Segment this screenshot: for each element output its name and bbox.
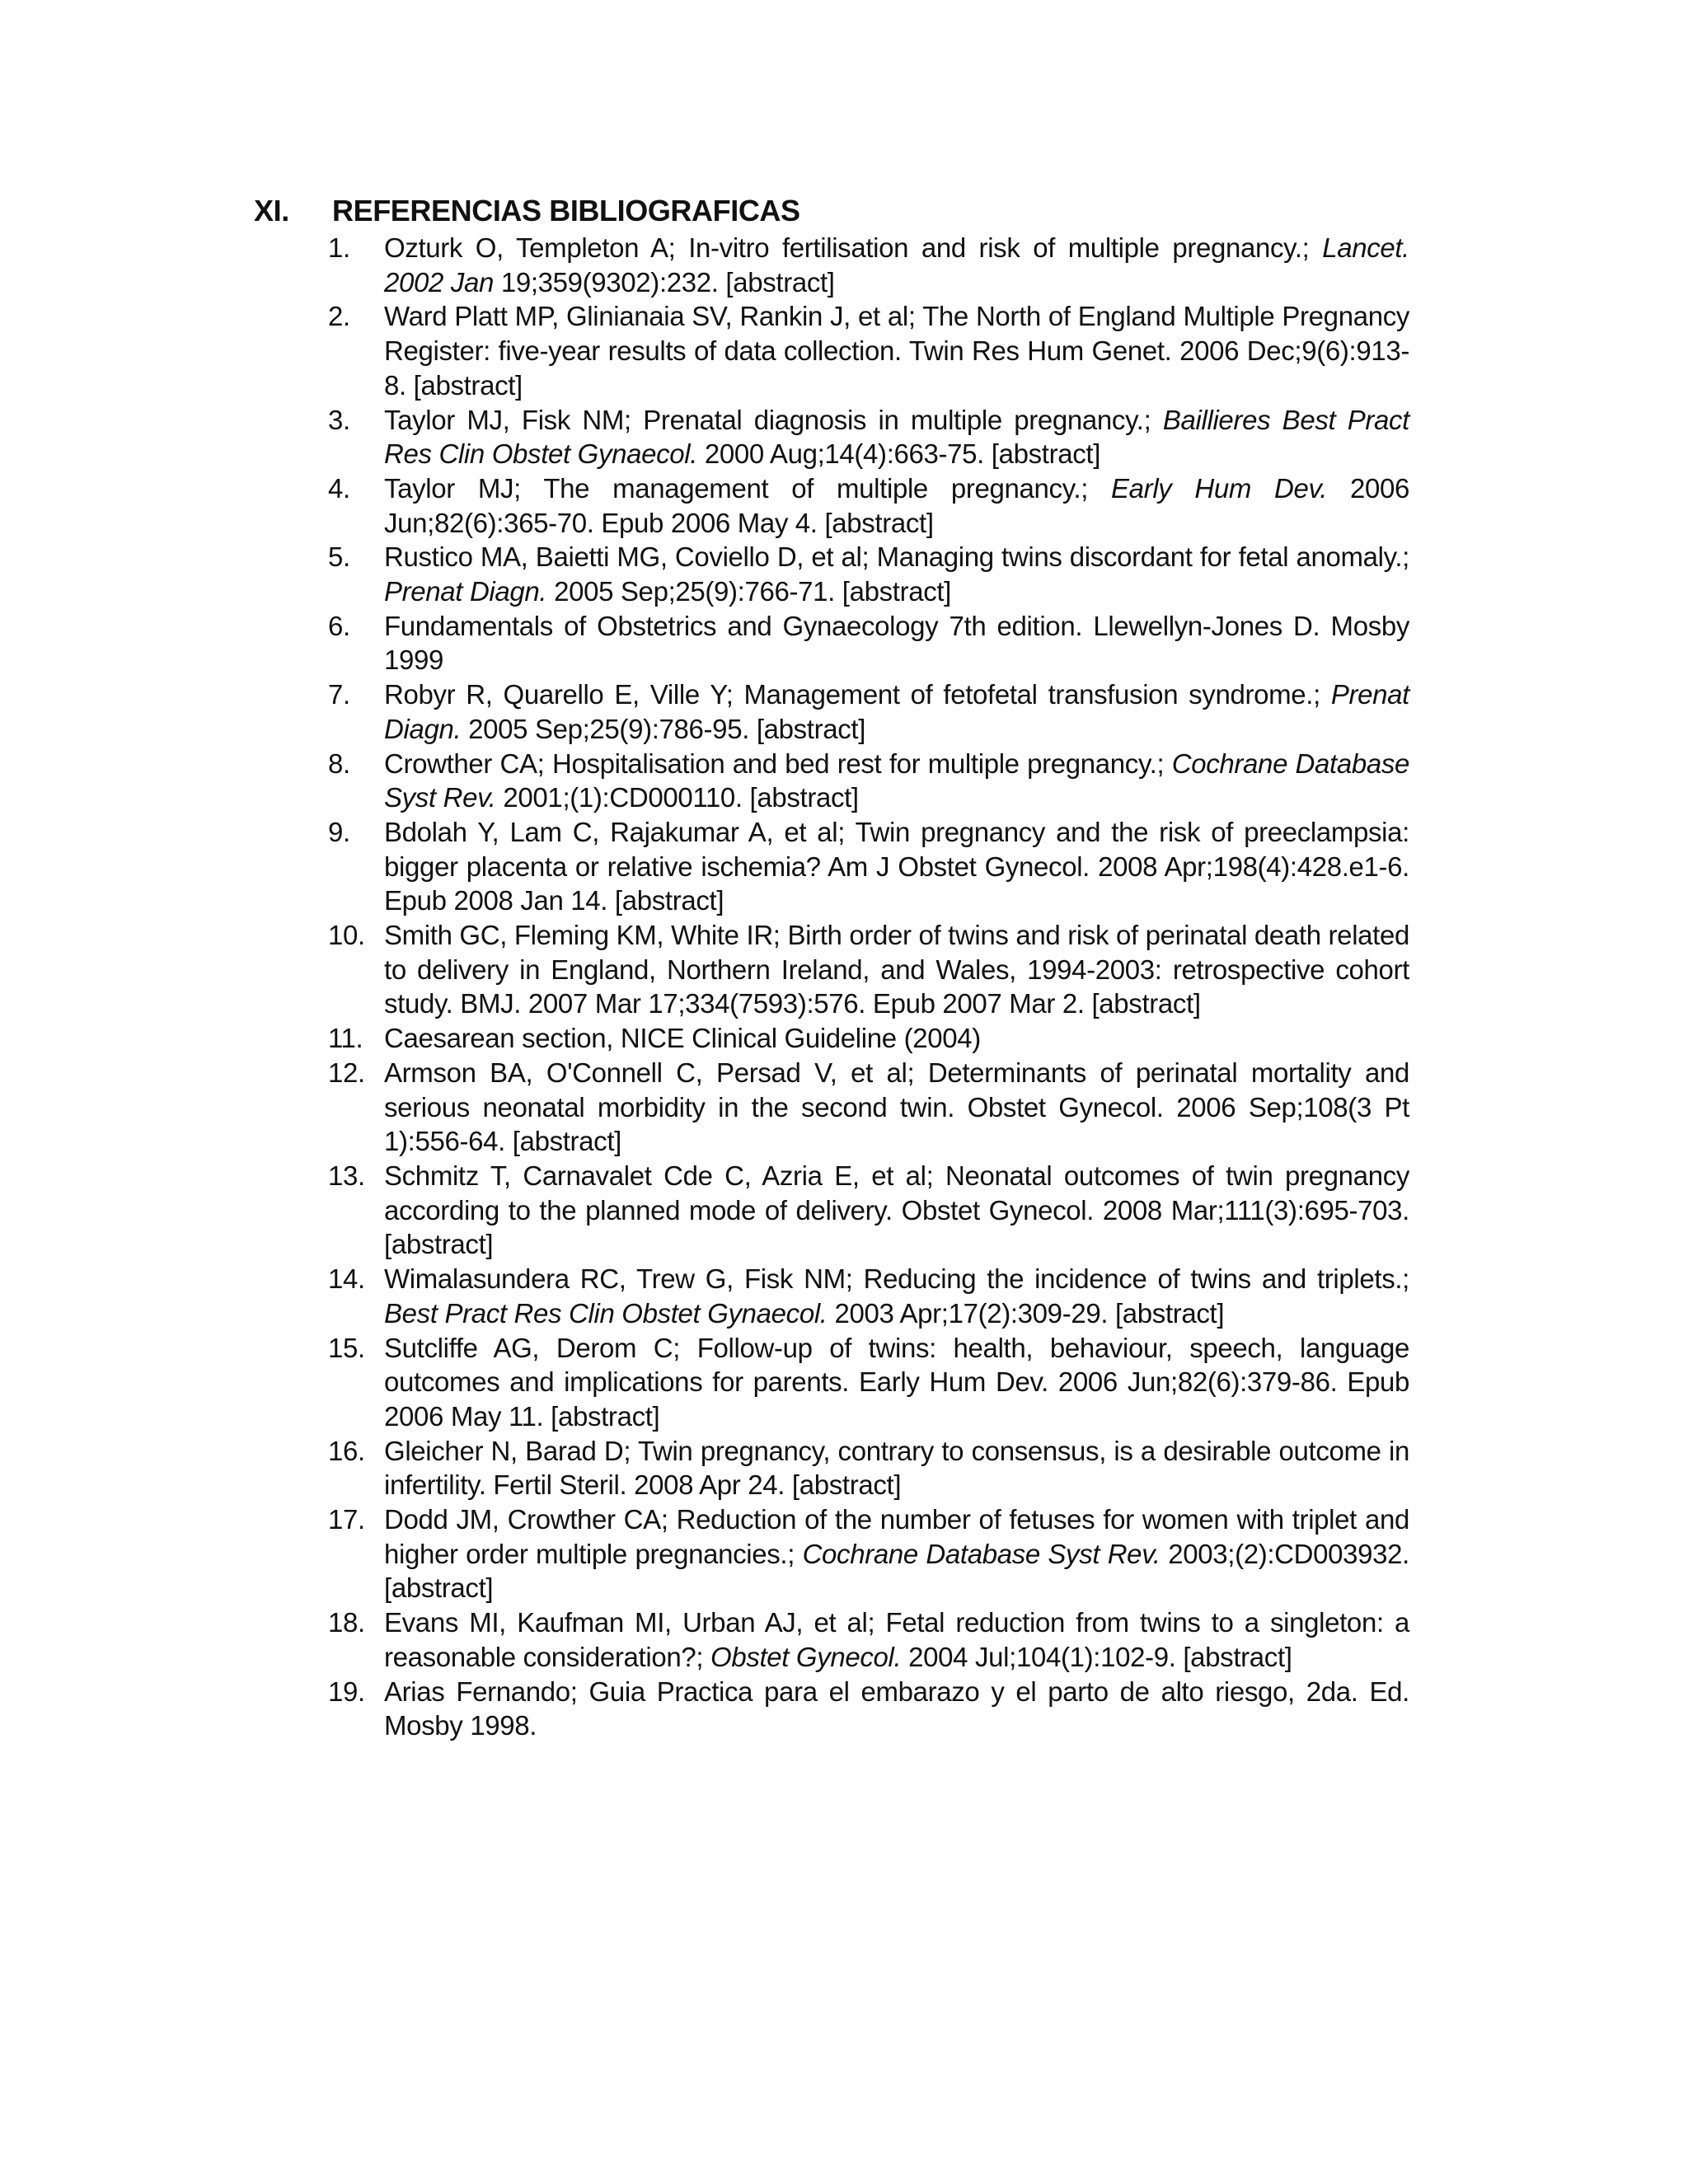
reference-number: 10. — [328, 920, 365, 951]
reference-item — [328, 1159, 1409, 1262]
citation-text: 19;359(9302):232. [abstract] — [494, 266, 835, 298]
reference-item — [328, 1434, 1409, 1502]
reference-text — [384, 1021, 1409, 1056]
reference-number: 7. — [328, 679, 350, 710]
reference-number: 16. — [328, 1435, 365, 1466]
reference-number: 4. — [328, 472, 350, 504]
reference-text — [384, 1159, 1409, 1262]
citation-text: 2003 Apr;17(2):309-29. [abstract] — [827, 1297, 1225, 1329]
reference-text — [384, 815, 1409, 918]
reference-text — [384, 918, 1409, 1021]
citation-text: Robyr R, Quarello E, Ville Y; Management of fetofetal transfusion syndrome.; — [384, 679, 1331, 710]
reference-number: 9. — [328, 816, 350, 847]
citation-text: 2005 Sep;25(9):766-71. [abstract] — [546, 576, 952, 607]
reference-text — [384, 471, 1409, 540]
journal-name: Prenat Diagn. — [384, 679, 1409, 744]
reference-item — [328, 1056, 1409, 1159]
citation-text: Dodd JM, Crowther CA; Reduction of the number of fetuses for women with triplet and higher order multiple pregnancies.; — [384, 1504, 1409, 1569]
reference-number: 12. — [328, 1057, 365, 1088]
reference-item — [328, 1605, 1409, 1674]
reference-text — [384, 609, 1409, 677]
reference-number: 13. — [328, 1160, 365, 1191]
reference-item — [328, 918, 1409, 1021]
reference-list — [328, 231, 1409, 1743]
citation-text: 2004 Jul;104(1):102-9. [abstract] — [901, 1641, 1292, 1672]
reference-text — [384, 1675, 1409, 1743]
journal-name: Baillieres Best Pract Res Clin Obstet Gynaecol. — [384, 404, 1409, 470]
reference-number: 3. — [328, 404, 350, 435]
reference-text — [384, 747, 1409, 815]
reference-text — [384, 299, 1409, 402]
reference-number: 2. — [328, 301, 350, 332]
citation-text: Ozturk O, Templeton A; In-vitro fertilisation and risk of multiple pregnancy.; — [384, 232, 1323, 263]
reference-item — [328, 403, 1409, 471]
journal-name: Best Pract Res Clin Obstet Gynaecol. — [384, 1297, 828, 1329]
reference-text — [384, 677, 1409, 746]
section-heading — [254, 193, 1424, 229]
reference-number: 15. — [328, 1332, 365, 1363]
journal-name: Lancet. 2002 Jan — [384, 232, 1409, 298]
reference-text — [384, 231, 1409, 299]
citation-text: Armson BA, O'Connell C, Persad V, et al; Determinants of perinatal mortality and serious neonatal morbidity in the second twin. Obstet Gynecol. 2006 Sep;108(3 Pt 1):556-64. [abstract] — [384, 1057, 1409, 1157]
reference-item — [328, 1331, 1409, 1434]
citation-text: Fundamentals of Obstetrics and Gynaecology 7th edition. Llewellyn-Jones D. Mosby 1999 — [384, 610, 1409, 676]
reference-item — [328, 540, 1409, 608]
citation-text: Rustico MA, Baietti MG, Coviello D, et al; Managing twins discordant for fetal anomaly.; — [384, 541, 1409, 573]
reference-text — [384, 1331, 1409, 1434]
citation-text: Taylor MJ, Fisk NM; Prenatal diagnosis in multiple pregnancy.; — [384, 404, 1163, 435]
journal-name: Prenat Diagn. — [384, 576, 547, 607]
section-number: XI. — [254, 194, 289, 227]
reference-text — [384, 1605, 1409, 1674]
reference-item — [328, 677, 1409, 746]
reference-number: 5. — [328, 541, 350, 573]
reference-number: 17. — [328, 1504, 365, 1535]
reference-text — [384, 1262, 1409, 1330]
journal-name: Cochrane Database Syst Rev. — [802, 1538, 1160, 1569]
reference-item — [328, 1262, 1409, 1330]
reference-number: 1. — [328, 232, 350, 263]
citation-text: Smith GC, Fleming KM, White IR; Birth order of twins and risk of perinatal death related to delivery in England, Northern Ireland, and Wales, 1994-2003: retrospective cohort study. BMJ. 2007 Mar 17;334(7593):576. Epub 2007 Mar 2. [abstract] — [384, 920, 1409, 1019]
citation-text: Schmitz T, Carnavalet Cde C, Azria E, et al; Neonatal outcomes of twin pregnancy according to the planned mode of delivery. Obstet Gynecol. 2008 Mar;111(3):695-703. [abstract] — [384, 1160, 1409, 1260]
section-title: REFERENCIAS BIBLIOGRAFICAS — [332, 194, 800, 227]
citation-text: Taylor MJ; The management of multiple pregnancy.; — [384, 472, 1112, 504]
reference-number: 8. — [328, 748, 350, 779]
reference-number: 11. — [328, 1023, 363, 1054]
reference-number: 19. — [328, 1675, 365, 1707]
reference-text — [384, 403, 1409, 471]
journal-name: Cochrane Database Syst Rev. — [384, 748, 1410, 813]
reference-text — [384, 1434, 1409, 1502]
citation-text: Caesarean section, NICE Clinical Guideline (2004) — [384, 1023, 981, 1054]
reference-item — [328, 1021, 1409, 1056]
citation-text: Evans MI, Kaufman MI, Urban AJ, et al; Fetal reduction from twins to a singleton: a reasonable consideration?; — [384, 1607, 1409, 1672]
reference-number: 18. — [328, 1607, 365, 1638]
reference-item — [328, 231, 1409, 299]
journal-name: Early Hum Dev. — [1111, 472, 1328, 504]
reference-item — [328, 815, 1409, 918]
reference-text — [384, 540, 1409, 608]
citation-text: 2001;(1):CD000110. [abstract] — [495, 782, 859, 813]
citation-text: Gleicher N, Barad D; Twin pregnancy, contrary to consensus, is a desirable outcome in infertility. Fertil Steril. 2008 Apr 24. [abstract] — [384, 1435, 1409, 1501]
citation-text: Ward Platt MP, Glinianaia SV, Rankin J, et al; The North of England Multiple Pregnancy Register: five-year results of data collection. Twin Res Hum Genet. 2006 Dec;9(6):913-8. [abstract] — [384, 301, 1409, 401]
reference-item — [328, 299, 1409, 402]
citation-text: 2000 Aug;14(4):663-75. [abstract] — [697, 438, 1101, 470]
citation-text: Bdolah Y, Lam C, Rajakumar A, et al; Twin pregnancy and the risk of preeclampsia: bigger placenta or relative ischemia? Am J Obstet Gynecol. 2008 Apr;198(4):428.e1-6. Epub 2008 Jan 14. [abstract] — [384, 816, 1409, 916]
citation-text: 2003;(2):CD003932. [abstract] — [384, 1538, 1409, 1604]
reference-item — [328, 609, 1409, 677]
citation-text: Arias Fernando; Guia Practica para el embarazo y el parto de alto riesgo, 2da. Ed. Mosby 1998. — [384, 1675, 1409, 1741]
citation-text: Crowther CA; Hospitalisation and bed rest for multiple pregnancy.; — [384, 748, 1172, 779]
citation-text: 2005 Sep;25(9):786-95. [abstract] — [461, 713, 866, 744]
citation-text: 2006 Jun;82(6):365-70. Epub 2006 May 4. [abstract] — [384, 472, 1409, 538]
journal-name: Obstet Gynecol. — [710, 1641, 902, 1672]
reference-item — [328, 1675, 1409, 1743]
reference-number: 6. — [328, 610, 350, 641]
citation-text: Wimalasundera RC, Trew G, Fisk NM; Reducing the incidence of twins and triplets.; — [384, 1263, 1409, 1295]
reference-text — [384, 1502, 1409, 1605]
reference-item — [328, 1502, 1409, 1605]
citation-text: Sutcliffe AG, Derom C; Follow-up of twins: health, behaviour, speech, language outcomes and implications for parents. Early Hum Dev. 2006 Jun;82(6):379-86. Epub 2006 May 11. [abstract] — [384, 1332, 1409, 1432]
reference-item — [328, 471, 1409, 540]
reference-number: 14. — [328, 1263, 365, 1295]
reference-text — [384, 1056, 1409, 1159]
reference-item — [328, 747, 1409, 815]
